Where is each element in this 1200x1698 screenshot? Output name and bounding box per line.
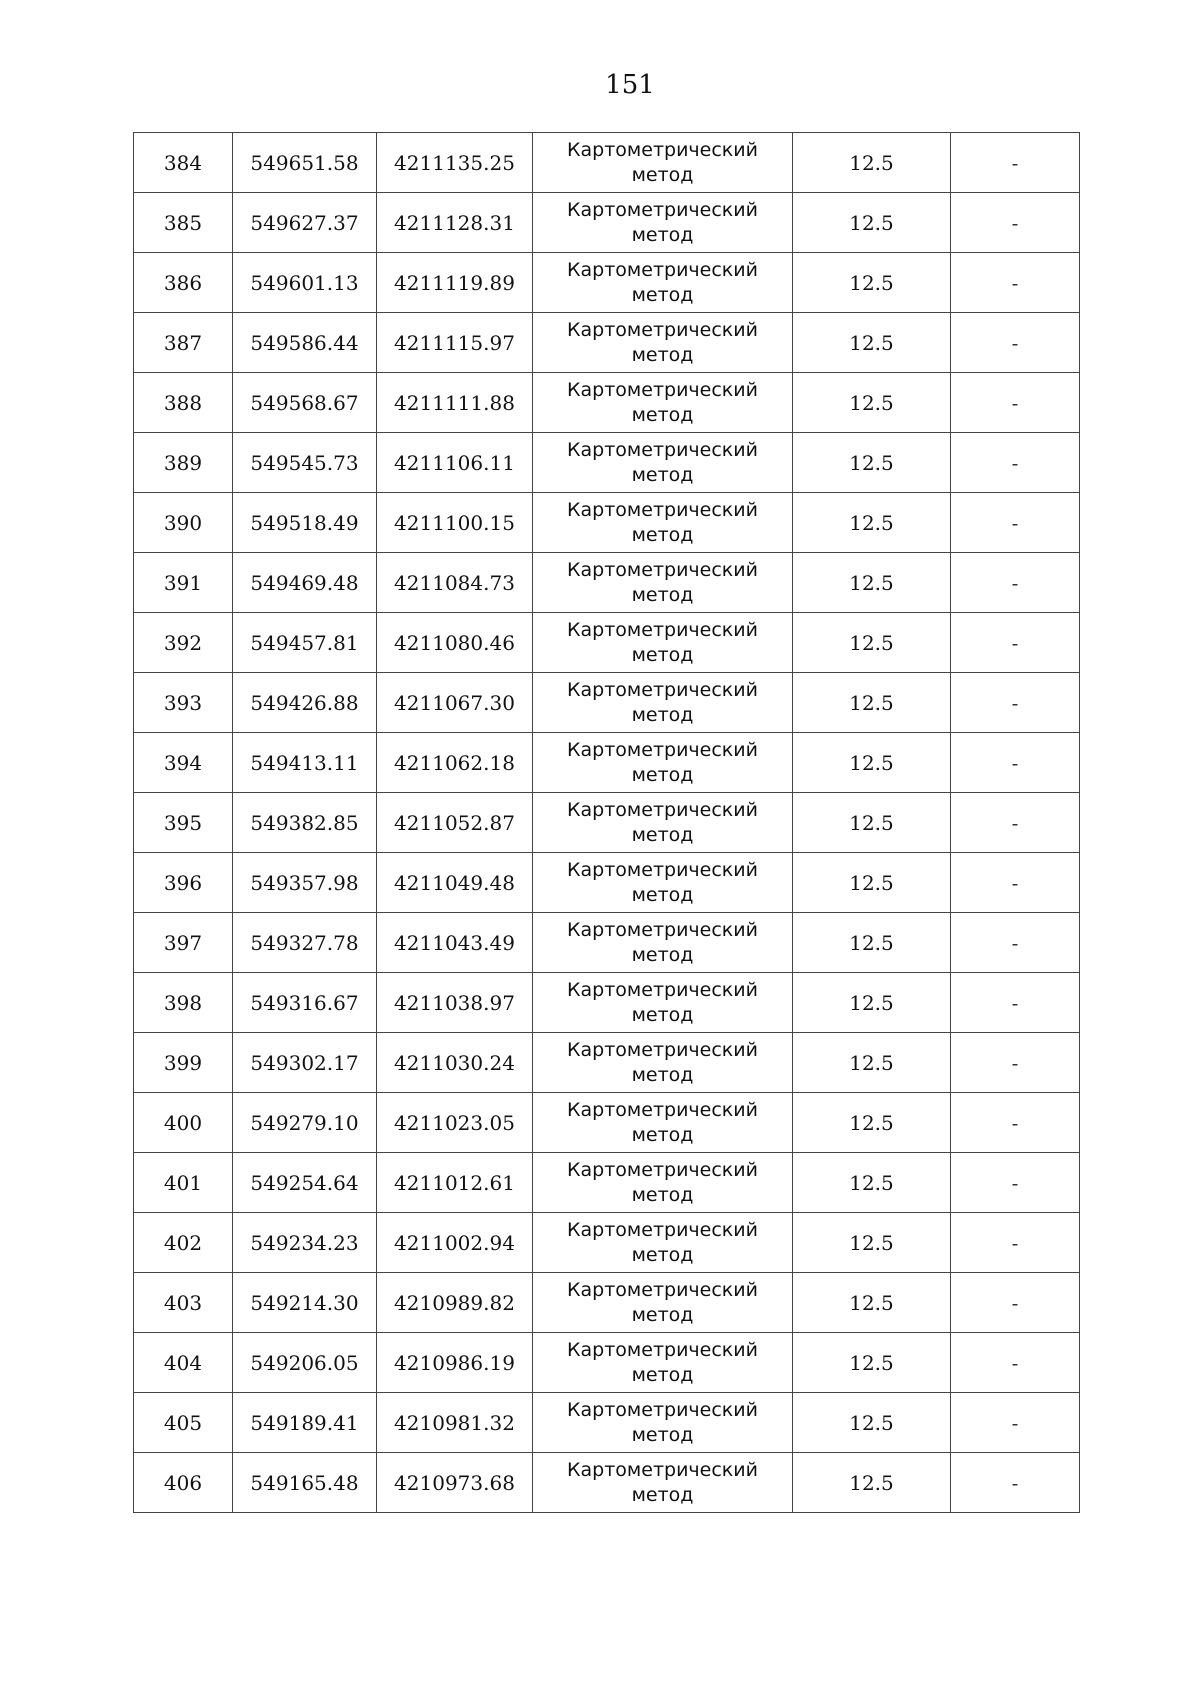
table-row: [134, 373, 1080, 433]
method-line1: Картометрический: [567, 1098, 758, 1121]
method-line2: метод: [631, 523, 694, 546]
table-row: [134, 553, 1080, 613]
y-coordinate-cell: 4211067.30: [377, 673, 533, 733]
method-cell: [533, 1033, 793, 1093]
y-coordinate-cell: 4211115.97: [377, 313, 533, 373]
table-row: [134, 1333, 1080, 1393]
note-cell: -: [951, 1093, 1080, 1153]
coordinates-table: [133, 132, 1080, 1513]
accuracy-cell: 12.5: [793, 1273, 951, 1333]
method-cell: [533, 133, 793, 193]
x-coordinate-cell: 549302.17: [233, 1033, 377, 1093]
x-coordinate-cell: 549357.98: [233, 853, 377, 913]
x-coordinate-cell: 549214.30: [233, 1273, 377, 1333]
method-line1: Картометрический: [567, 1158, 758, 1181]
x-coordinate-cell: 549627.37: [233, 193, 377, 253]
point-number-cell: 385: [134, 193, 233, 253]
accuracy-cell: 12.5: [793, 613, 951, 673]
method-cell: [533, 553, 793, 613]
method-cell: [533, 373, 793, 433]
accuracy-cell: 12.5: [793, 253, 951, 313]
y-coordinate-cell: 4211043.49: [377, 913, 533, 973]
method-line2: метод: [631, 1123, 694, 1146]
method-cell: [533, 1273, 793, 1333]
note-cell: -: [951, 493, 1080, 553]
method-line2: метод: [631, 463, 694, 486]
x-coordinate-cell: 549234.23: [233, 1213, 377, 1273]
note-cell: -: [951, 913, 1080, 973]
method-line1: Картометрический: [567, 918, 758, 941]
point-number-cell: 399: [134, 1033, 233, 1093]
method-line1: Картометрический: [567, 138, 758, 161]
y-coordinate-cell: 4211080.46: [377, 613, 533, 673]
y-coordinate-cell: 4210986.19: [377, 1333, 533, 1393]
method-line1: Картометрический: [567, 438, 758, 461]
accuracy-cell: 12.5: [793, 913, 951, 973]
method-line2: метод: [631, 223, 694, 246]
method-line2: метод: [631, 823, 694, 846]
method-line2: метод: [631, 163, 694, 186]
point-number-cell: 393: [134, 673, 233, 733]
method-line2: метод: [631, 883, 694, 906]
point-number-cell: 395: [134, 793, 233, 853]
x-coordinate-cell: 549545.73: [233, 433, 377, 493]
note-cell: -: [951, 1333, 1080, 1393]
x-coordinate-cell: 549426.88: [233, 673, 377, 733]
method-line1: Картометрический: [567, 498, 758, 521]
method-cell: [533, 193, 793, 253]
note-cell: -: [951, 1273, 1080, 1333]
y-coordinate-cell: 4210989.82: [377, 1273, 533, 1333]
x-coordinate-cell: 549469.48: [233, 553, 377, 613]
table-row: [134, 1393, 1080, 1453]
x-coordinate-cell: 549165.48: [233, 1453, 377, 1513]
point-number-cell: 386: [134, 253, 233, 313]
table-body: [134, 133, 1080, 1513]
accuracy-cell: 12.5: [793, 1393, 951, 1453]
x-coordinate-cell: 549413.11: [233, 733, 377, 793]
method-cell: [533, 1333, 793, 1393]
method-line2: метод: [631, 283, 694, 306]
method-cell: [533, 1153, 793, 1213]
point-number-cell: 397: [134, 913, 233, 973]
point-number-cell: 402: [134, 1213, 233, 1273]
x-coordinate-cell: 549568.67: [233, 373, 377, 433]
point-number-cell: 390: [134, 493, 233, 553]
table-row: [134, 793, 1080, 853]
method-line2: метод: [631, 763, 694, 786]
table-row: [134, 1093, 1080, 1153]
method-line1: Картометрический: [567, 1038, 758, 1061]
table-row: [134, 913, 1080, 973]
accuracy-cell: 12.5: [793, 133, 951, 193]
point-number-cell: 394: [134, 733, 233, 793]
point-number-cell: 389: [134, 433, 233, 493]
accuracy-cell: 12.5: [793, 1093, 951, 1153]
method-cell: [533, 253, 793, 313]
method-line1: Картометрический: [567, 1398, 758, 1421]
method-line1: Картометрический: [567, 738, 758, 761]
method-line2: метод: [631, 943, 694, 966]
note-cell: -: [951, 793, 1080, 853]
point-number-cell: 406: [134, 1453, 233, 1513]
method-line2: метод: [631, 1423, 694, 1446]
x-coordinate-cell: 549586.44: [233, 313, 377, 373]
x-coordinate-cell: 549651.58: [233, 133, 377, 193]
table-row: [134, 1033, 1080, 1093]
y-coordinate-cell: 4211100.15: [377, 493, 533, 553]
method-cell: [533, 493, 793, 553]
method-line2: метод: [631, 1063, 694, 1086]
method-line2: метод: [631, 343, 694, 366]
method-line1: Картометрический: [567, 258, 758, 281]
method-line1: Картометрический: [567, 618, 758, 641]
method-line1: Картометрический: [567, 318, 758, 341]
x-coordinate-cell: 549457.81: [233, 613, 377, 673]
method-line1: Картометрический: [567, 1458, 758, 1481]
note-cell: -: [951, 733, 1080, 793]
accuracy-cell: 12.5: [793, 1333, 951, 1393]
table-row: [134, 613, 1080, 673]
method-line2: метод: [631, 1483, 694, 1506]
accuracy-cell: 12.5: [793, 1033, 951, 1093]
accuracy-cell: 12.5: [793, 793, 951, 853]
method-line1: Картометрический: [567, 558, 758, 581]
note-cell: -: [951, 373, 1080, 433]
method-line2: метод: [631, 1183, 694, 1206]
method-line2: метод: [631, 583, 694, 606]
point-number-cell: 387: [134, 313, 233, 373]
y-coordinate-cell: 4211135.25: [377, 133, 533, 193]
method-cell: [533, 913, 793, 973]
table-row: [134, 1153, 1080, 1213]
y-coordinate-cell: 4211084.73: [377, 553, 533, 613]
method-line1: Картометрический: [567, 1218, 758, 1241]
method-line2: метод: [631, 1243, 694, 1266]
note-cell: -: [951, 1453, 1080, 1513]
note-cell: -: [951, 673, 1080, 733]
note-cell: -: [951, 1153, 1080, 1213]
table-row: [134, 193, 1080, 253]
x-coordinate-cell: 549279.10: [233, 1093, 377, 1153]
note-cell: -: [951, 1393, 1080, 1453]
x-coordinate-cell: 549327.78: [233, 913, 377, 973]
method-cell: [533, 613, 793, 673]
note-cell: -: [951, 853, 1080, 913]
method-cell: [533, 853, 793, 913]
x-coordinate-cell: 549189.41: [233, 1393, 377, 1453]
note-cell: -: [951, 973, 1080, 1033]
y-coordinate-cell: 4211002.94: [377, 1213, 533, 1273]
note-cell: -: [951, 613, 1080, 673]
point-number-cell: 392: [134, 613, 233, 673]
point-number-cell: 401: [134, 1153, 233, 1213]
method-cell: [533, 1453, 793, 1513]
accuracy-cell: 12.5: [793, 733, 951, 793]
table-row: [134, 853, 1080, 913]
method-line2: метод: [631, 703, 694, 726]
method-cell: [533, 313, 793, 373]
table-row: [134, 733, 1080, 793]
x-coordinate-cell: 549206.05: [233, 1333, 377, 1393]
table-row: [134, 973, 1080, 1033]
x-coordinate-cell: 549382.85: [233, 793, 377, 853]
point-number-cell: 384: [134, 133, 233, 193]
note-cell: -: [951, 253, 1080, 313]
note-cell: -: [951, 433, 1080, 493]
table-row: [134, 1273, 1080, 1333]
y-coordinate-cell: 4211128.31: [377, 193, 533, 253]
x-coordinate-cell: 549316.67: [233, 973, 377, 1033]
point-number-cell: 405: [134, 1393, 233, 1453]
method-cell: [533, 793, 793, 853]
point-number-cell: 400: [134, 1093, 233, 1153]
method-line2: метод: [631, 1003, 694, 1026]
method-line1: Картометрический: [567, 678, 758, 701]
note-cell: -: [951, 1213, 1080, 1273]
method-cell: [533, 1393, 793, 1453]
note-cell: -: [951, 553, 1080, 613]
note-cell: -: [951, 193, 1080, 253]
method-cell: [533, 733, 793, 793]
y-coordinate-cell: 4211038.97: [377, 973, 533, 1033]
table-row: [134, 253, 1080, 313]
accuracy-cell: 12.5: [793, 433, 951, 493]
y-coordinate-cell: 4211049.48: [377, 853, 533, 913]
method-cell: [533, 433, 793, 493]
method-line2: метод: [631, 643, 694, 666]
method-line2: метод: [631, 403, 694, 426]
accuracy-cell: 12.5: [793, 1453, 951, 1513]
accuracy-cell: 12.5: [793, 973, 951, 1033]
table-row: [134, 133, 1080, 193]
table-row: [134, 313, 1080, 373]
table-row: [134, 433, 1080, 493]
y-coordinate-cell: 4211052.87: [377, 793, 533, 853]
y-coordinate-cell: 4210981.32: [377, 1393, 533, 1453]
y-coordinate-cell: 4211030.24: [377, 1033, 533, 1093]
method-line2: метод: [631, 1303, 694, 1326]
accuracy-cell: 12.5: [793, 373, 951, 433]
method-cell: [533, 673, 793, 733]
accuracy-cell: 12.5: [793, 193, 951, 253]
point-number-cell: 403: [134, 1273, 233, 1333]
accuracy-cell: 12.5: [793, 553, 951, 613]
accuracy-cell: 12.5: [793, 1153, 951, 1213]
accuracy-cell: 12.5: [793, 313, 951, 373]
accuracy-cell: 12.5: [793, 673, 951, 733]
point-number-cell: 396: [134, 853, 233, 913]
table-row: [134, 673, 1080, 733]
method-line1: Картометрический: [567, 1338, 758, 1361]
point-number-cell: 398: [134, 973, 233, 1033]
x-coordinate-cell: 549601.13: [233, 253, 377, 313]
y-coordinate-cell: 4211119.89: [377, 253, 533, 313]
method-cell: [533, 1093, 793, 1153]
x-coordinate-cell: 549254.64: [233, 1153, 377, 1213]
table-row: [134, 493, 1080, 553]
y-coordinate-cell: 4211012.61: [377, 1153, 533, 1213]
accuracy-cell: 12.5: [793, 493, 951, 553]
method-line2: метод: [631, 1363, 694, 1386]
accuracy-cell: 12.5: [793, 1213, 951, 1273]
note-cell: -: [951, 313, 1080, 373]
point-number-cell: 388: [134, 373, 233, 433]
table-row: [134, 1213, 1080, 1273]
y-coordinate-cell: 4211106.11: [377, 433, 533, 493]
table-row: [134, 1453, 1080, 1513]
x-coordinate-cell: 549518.49: [233, 493, 377, 553]
method-line1: Картометрический: [567, 858, 758, 881]
accuracy-cell: 12.5: [793, 853, 951, 913]
page-number: 151: [605, 70, 655, 100]
method-line1: Картометрический: [567, 1278, 758, 1301]
note-cell: -: [951, 1033, 1080, 1093]
y-coordinate-cell: 4210973.68: [377, 1453, 533, 1513]
method-line1: Картометрический: [567, 378, 758, 401]
y-coordinate-cell: 4211062.18: [377, 733, 533, 793]
method-line1: Картометрический: [567, 978, 758, 1001]
method-line1: Картометрический: [567, 798, 758, 821]
method-cell: [533, 1213, 793, 1273]
y-coordinate-cell: 4211023.05: [377, 1093, 533, 1153]
method-line1: Картометрический: [567, 198, 758, 221]
point-number-cell: 404: [134, 1333, 233, 1393]
point-number-cell: 391: [134, 553, 233, 613]
note-cell: -: [951, 133, 1080, 193]
method-cell: [533, 973, 793, 1033]
y-coordinate-cell: 4211111.88: [377, 373, 533, 433]
